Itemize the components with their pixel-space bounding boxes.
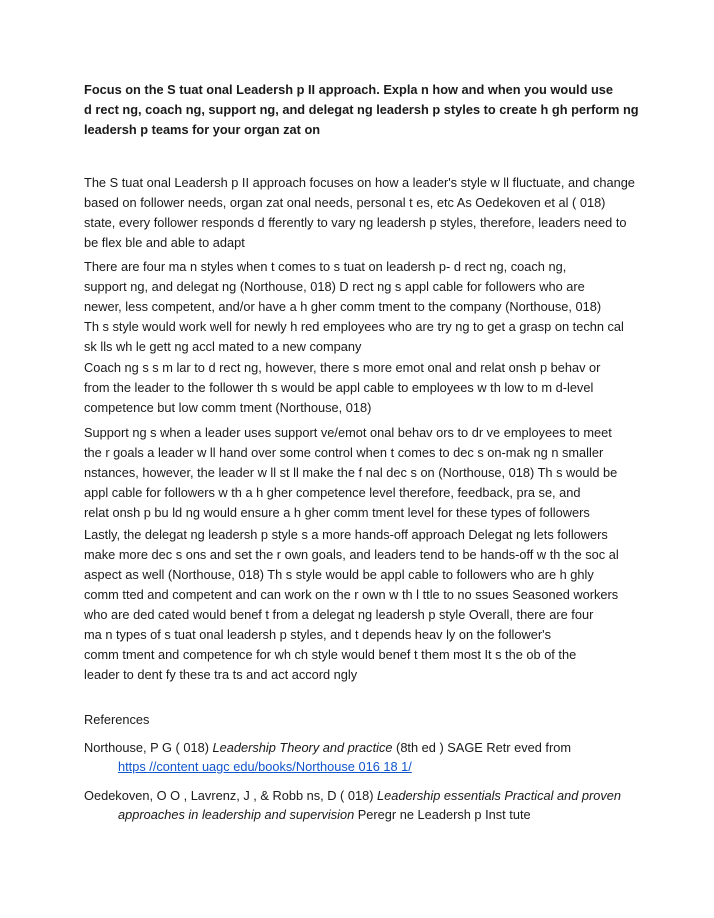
reference-suffix: Peregr ne Leadersh p Inst tute [354,807,531,822]
reference-title: Leadership Theory and practice [212,740,393,755]
references-heading: References [84,712,150,727]
paragraph-coaching: Coach ng s s m lar to d rect ng, however, there s more emot onal and relat onsh p behav or from the leader to the follower th s would be appl cable to employees w th low to m d-level competence but low comm tment (Northouse, 018) [84,360,601,415]
paragraph-supporting: Support ng s when a leader uses support ve/emot onal behav ors to dr ve employees to meet the r goals a leader w ll hand over some control when t comes to dec s on-mak ng n smaller nstances, however, the leader w ll st ll make the f nal dec s on (Northouse, 018) Th s would be appl cable for followers w th a h gher competence level therefore, feedback, pra se, and relat onsh p bu ld ng would ensure a h gher comm tment level for these types of followers [84,425,618,520]
reference-link[interactable]: https //content uagc edu/books/Northouse 016 18 1/ [118,759,412,774]
reference-entry [84,786,678,824]
reference-title: Leadership essentials Practical and proven approaches in leadership and supervision [118,788,622,822]
reference-prefix: Northouse, P G ( 018) [84,740,213,755]
paragraph-four-styles: There are four ma n styles when t comes to s tuat on leadersh p- d rect ng, coach ng, support ng, and delegat ng (Northouse, 018) D rect ng s appl cable for followers who are newer, less competent, and/or have a h gher comm tment to the company (Northouse, 018) Th s style would work well for newly h red employees who are try ng to get a grasp on techn cal sk lls wh le gett ng accl mated to a new company [84,259,624,354]
reference-suffix: (8th ed ) SAGE Retr eved from [392,740,572,755]
paragraph-intro: The S tuat onal Leadersh p II approach focuses on how a leader's style w ll fluctuate, and change based on follower needs, organ zat onal needs, personal t es, etc As Oedekoven et al ( 018) state, every follower responds d fferently to vary ng leadersh p styles, therefore, leaders need to be flex ble and able to adapt [84,175,635,250]
reference-entry [84,738,678,776]
paragraph-delegating: Lastly, the delegat ng leadersh p style s a more hands-off approach Delegat ng lets followers make more dec s ons and set the r own goals, and leaders tend to be hands-off w th the soc al aspect as well (Northouse, 018) Th s style would be appl cable to followers who are h ghly comm tted and competent and can work on the r own w th l ttle to no ssues Seasoned workers who are ded cated would benef t from a delegat ng leadersh p style Overall, there are four ma n types of s tuat onal leadersh p styles, and t depends heav ly on the follower's comm tment and competence for wh ch style would benef t them most It s the ob of the leader to dent fy these tra ts and act accord ngly [84,527,619,682]
reference-prefix: Oedekoven, O O , Lavrenz, J , & Robb ns, D ( 018) [84,788,378,803]
question-heading: Focus on the S tuat onal Leadersh p II approach. Expla n how and when you would use d rect ng, coach ng, support ng, and delegat ng leadersh p styles to create h gh perform ng leadersh p teams for your organ zat on [84,82,639,137]
